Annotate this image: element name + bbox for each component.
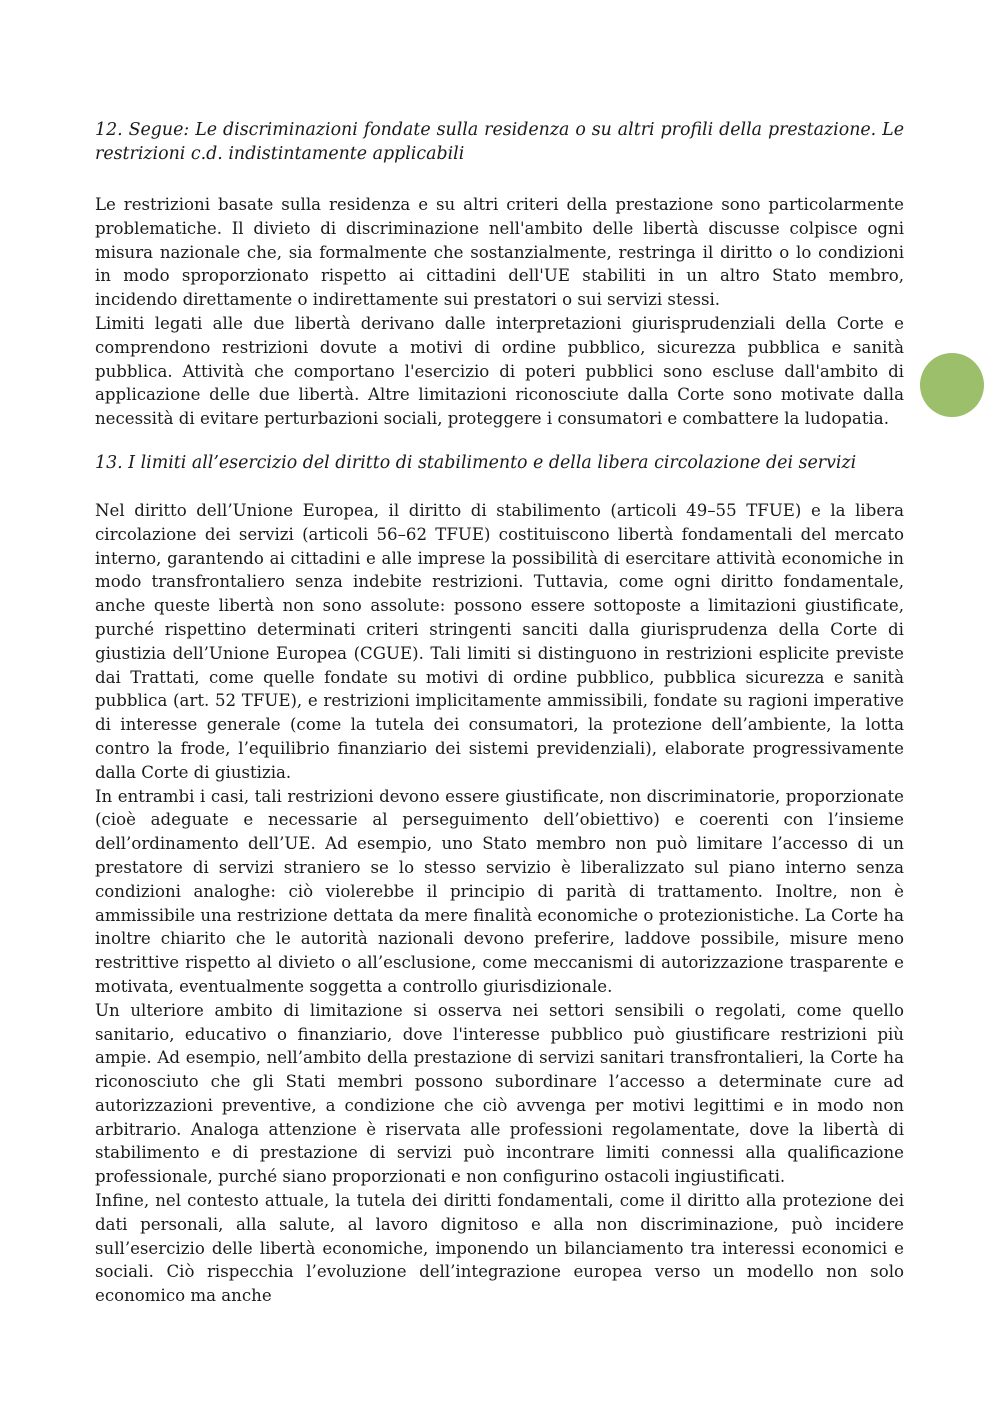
section-12-heading: 12. Segue: Le discriminazioni fondate sulla residenza o su altri profili della prestazione. Le restrizioni c.d. indistintamente applicabili (95, 120, 904, 164)
section-12-paragraph-2: Limiti legati alle due libertà derivano dalle interpretazioni giurisprudenziali della Corte e comprendono restrizioni dovute a motivi di ordine pubblico, sicurezza pubblica e sanità pubblica. Attività che comportano l'esercizio di poteri pubblici sono escluse dall'ambito di applicazione delle due libertà. Altre limitazioni riconosciute dalla Corte sono motivate dalla necessità di evitare perturbazioni sociali, proteggere i consumatori e combattere la ludopatia. (95, 313, 904, 429)
section-12-paragraph-1: Le restrizioni basate sulla residenza e su altri criteri della prestazione sono particolarmente problematiche. Il divieto di discriminazione nell'ambito delle libertà discusse colpisce ogni misura nazionale che, sia formalmente che sostanzialmente, restringa il diritto o lo condizioni in modo sproporzionato rispetto ai cittadini dell'UE stabiliti in un altro Stato membro, incidendo direttamente o indirettamente sui prestatori o sui servizi stessi. (95, 195, 904, 310)
decorative-green-circle (920, 353, 984, 417)
section-13-paragraph-4: Infine, nel contesto attuale, la tutela dei diritti fondamentali, come il diritto alla protezione dei dati personali, alla salute, al lavoro dignitoso e alla non discriminazione, può incidere sull’esercizio delle libertà economiche, imponendo un bilanciamento tra interessi economici e sociali. Ciò rispecchia l’evoluzione dell’integrazione europea verso un modello non solo economico ma anche (95, 1191, 904, 1306)
section-13-paragraph-2: In entrambi i casi, tali restrizioni devono essere giustificate, non discriminatorie, proporzionate (cioè adeguate e necessarie al perseguimento dell’obiettivo) e coerenti con l’insieme dell’ordinamento dell’UE. Ad esempio, uno Stato membro non può limitare l’accesso di un prestatore di servizi straniero se lo stesso servizio è liberalizzato sul piano interno senza condizioni analoghe: ciò violerebbe il principio di parità di trattamento. Inoltre, non è ammissibile una restrizione dettata da mere finalità economiche o protezionistiche. La Corte ha inoltre chiarito che le autorità nazionali devono preferire, laddove possibile, misure meno restrittive rispetto al divieto o all’esclusione, come meccanismi di autorizzazione trasparente e motivata, eventualmente soggetta a controllo giurisdizionale. (95, 786, 904, 996)
section-13-paragraph-1: Nel diritto dell’Unione Europea, il diritto di stabilimento (articoli 49–55 TFUE) e la libera circolazione dei servizi (articoli 56–62 TFUE) costituiscono libertà fondamentali del mercato interno, garantendo ai cittadini e alle imprese la possibilità di esercitare attività economiche in modo transfrontaliero senza indebite restrizioni. Tuttavia, come ogni diritto fondamentale, anche queste libertà non sono assolute: possono essere sottoposte a limitazioni giustificate, purché rispettino determinati criteri stringenti sanciti dalla giurisprudenza della Corte di giustizia dell’Unione Europea (CGUE). Tali limiti si distinguono in restrizioni esplicite previste dai Trattati, come quelle fondate su motivi di ordine pubblico, pubblica sicurezza e sanità pubblica (art. 52 TFUE), e restrizioni implicitamente ammissibili, fondate su ragioni imperative di interesse generale (come la tutela dei consumatori, la protezione dell’ambiente, la lotta contro la frode, l’equilibrio finanziario dei sistemi previdenziali), elaborate progressivamente dalla Corte di giustizia. (95, 500, 904, 782)
document-page (95, 118, 904, 1308)
section-13-paragraph-3: Un ulteriore ambito di limitazione si osserva nei settori sensibili o regolati, come quello sanitario, educativo o finanziario, dove l'interesse pubblico può giustificare restrizioni più ampie. Ad esempio, nell’ambito della prestazione di servizi sanitari transfrontalieri, la Corte ha riconosciuto che gli Stati membri possono subordinare l’accesso a determinate cure ad autorizzazioni preventive, a condizione che ciò avvenga per motivi legittimi e in modo non arbitrario. Analoga attenzione è riservata alle professioni regolamentate, dove la libertà di stabilimento e di prestazione di servizi può incontrare limiti connessi alla qualificazione professionale, purché siano proporzionati e non configurino ostacoli ingiustificati. (95, 1000, 904, 1187)
section-13-heading: 13. I limiti all’esercizio del diritto di stabilimento e della libera circolazione dei servizi (95, 452, 857, 473)
